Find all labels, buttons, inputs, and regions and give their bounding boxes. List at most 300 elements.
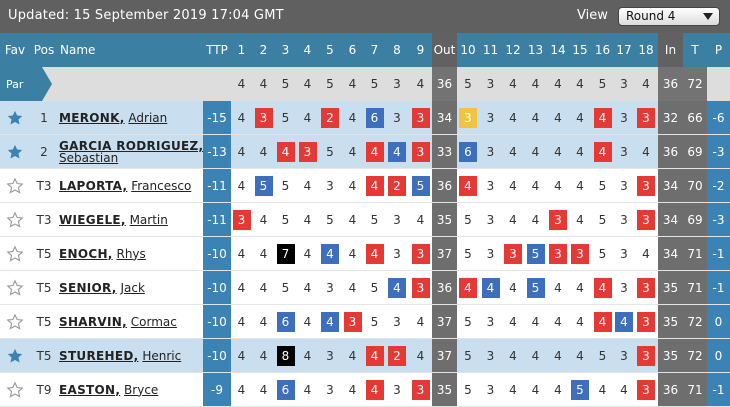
bogey-score: 4 <box>321 244 339 264</box>
par-score: 4 <box>509 348 517 363</box>
player-name[interactable] <box>59 316 177 328</box>
hole-score <box>569 135 591 168</box>
par-score: 4 <box>259 280 268 295</box>
par-value: 5 <box>598 77 607 91</box>
par-score: 4 <box>554 382 562 397</box>
player-last-name[interactable]: STUREHED, <box>59 348 139 363</box>
column-header-hole[interactable]: 10 <box>460 43 476 57</box>
par-score: 4 <box>509 144 517 159</box>
column-header-hole[interactable]: 17 <box>616 43 632 57</box>
player-out-total: 35 <box>432 203 457 236</box>
hole-score <box>634 271 658 304</box>
player-name[interactable] <box>59 140 203 164</box>
hole-score <box>409 169 432 202</box>
par-value: 4 <box>348 77 357 91</box>
player-name[interactable] <box>59 180 191 192</box>
player-name-link[interactable] <box>58 101 203 134</box>
column-header-hole[interactable]: 18 <box>638 43 654 57</box>
par-score: 4 <box>531 110 540 125</box>
hole-score <box>479 203 502 236</box>
hole-score <box>341 237 364 270</box>
player-last-name[interactable]: SENIOR, <box>59 280 117 295</box>
birdie-score: 3 <box>637 278 655 298</box>
hole-score <box>569 339 591 372</box>
hole-score <box>524 169 547 202</box>
birdie-score: 3 <box>571 244 589 264</box>
hole-score <box>297 135 318 168</box>
player-in-total: 36 <box>658 135 683 168</box>
hole-score <box>364 237 385 270</box>
birdie-score: 3 <box>637 176 655 196</box>
hole-score <box>364 169 385 202</box>
birdie-score: 3 <box>412 278 430 298</box>
par-score: 4 <box>509 212 517 227</box>
birdie-score: 3 <box>504 244 522 264</box>
par-score: 3 <box>486 110 495 125</box>
star-outline-icon[interactable] <box>6 245 24 263</box>
hole-score <box>253 305 274 338</box>
hole-score <box>524 237 547 270</box>
hole-score <box>502 373 524 406</box>
hole-score <box>614 169 634 202</box>
bogey-score: 5 <box>412 176 430 196</box>
player-to-par: -10 <box>203 305 231 338</box>
player-first-name[interactable]: Bryce <box>124 382 159 397</box>
par-score: 3 <box>620 246 628 261</box>
par-score: 4 <box>554 280 562 295</box>
par-score: 4 <box>348 110 357 125</box>
hole-score <box>569 237 591 270</box>
hole-score <box>547 339 569 372</box>
player-round-total: 71 <box>683 237 707 270</box>
par-score: 4 <box>576 110 584 125</box>
hole-score <box>524 373 547 406</box>
hole-score <box>634 339 658 372</box>
column-header-hole[interactable]: 15 <box>572 43 588 57</box>
column-header-in[interactable]: In <box>658 33 683 67</box>
hole-score <box>364 101 385 134</box>
player-name[interactable] <box>59 248 146 260</box>
hole-score <box>297 339 318 372</box>
hole-score <box>319 373 341 406</box>
player-name-link[interactable] <box>58 237 203 270</box>
favorite-toggle[interactable] <box>0 203 30 236</box>
hole-score <box>385 237 409 270</box>
par-score: 4 <box>509 178 517 193</box>
par-label: Par <box>0 67 42 101</box>
hole-score <box>319 305 341 338</box>
birdie-score: 4 <box>594 108 612 128</box>
player-last-name[interactable]: SHARVIN, <box>59 314 127 329</box>
par-score: 4 <box>416 348 425 363</box>
hole-score <box>614 203 634 236</box>
double-score: 7 <box>277 244 295 264</box>
player-in-total: 35 <box>658 339 683 372</box>
player-name[interactable] <box>59 384 158 396</box>
par-score: 3 <box>620 110 628 125</box>
par-score: 4 <box>259 144 268 159</box>
hole-score <box>297 305 318 338</box>
hole-score <box>319 271 341 304</box>
hole-score <box>231 339 252 372</box>
column-header-hole[interactable]: 3 <box>281 43 290 57</box>
hole-score <box>502 237 524 270</box>
hole-score <box>341 373 364 406</box>
favorite-toggle[interactable] <box>0 271 30 304</box>
hole-score <box>457 373 479 406</box>
hole-score <box>457 135 479 168</box>
birdie-score: 3 <box>255 108 273 128</box>
hole-score <box>319 135 341 168</box>
column-header-hole[interactable]: 9 <box>416 43 425 57</box>
par-score: 5 <box>598 212 607 227</box>
par-score: 4 <box>237 144 246 159</box>
birdie-score: 4 <box>459 278 477 298</box>
player-round-total: 69 <box>683 135 707 168</box>
player-row[interactable] <box>0 203 730 237</box>
hole-score <box>634 237 658 270</box>
eagle-score: 3 <box>459 108 477 128</box>
hole-score <box>524 135 547 168</box>
hole-score <box>385 203 409 236</box>
par-value: 4 <box>509 77 517 91</box>
player-position: 2 <box>40 144 48 159</box>
favorite-toggle[interactable] <box>0 373 30 406</box>
column-header-hole[interactable]: 12 <box>505 43 521 57</box>
player-out-total: 34 <box>432 101 457 134</box>
favorite-toggle[interactable] <box>0 305 30 338</box>
hole-score <box>409 203 432 236</box>
birdie-score: 3 <box>637 108 655 128</box>
par-score: 4 <box>303 110 312 125</box>
player-round-to-par: -1 <box>707 237 730 270</box>
hole-score <box>614 237 634 270</box>
hole-score <box>614 135 634 168</box>
player-round-total: 71 <box>683 373 707 406</box>
column-header-hole[interactable]: 11 <box>482 43 499 57</box>
hole-score <box>547 237 569 270</box>
birdie-score: 3 <box>412 142 430 162</box>
hole-score <box>591 305 614 338</box>
birdie-score: 4 <box>277 142 295 162</box>
par-score: 4 <box>259 382 268 397</box>
hole-score <box>231 169 252 202</box>
par-value: 4 <box>416 77 425 91</box>
player-first-name[interactable]: Martin <box>129 212 168 227</box>
hole-score <box>614 305 634 338</box>
star-outline-icon[interactable] <box>6 211 24 229</box>
par-score: 3 <box>486 382 495 397</box>
updated-timestamp: Updated: 15 September 2019 17:04 GMT <box>8 8 284 23</box>
star-filled-icon[interactable] <box>6 143 24 161</box>
par-score: 5 <box>598 348 607 363</box>
player-in-total: 35 <box>658 271 683 304</box>
column-header-hole[interactable]: 14 <box>550 43 566 57</box>
column-header-pos[interactable]: Pos <box>33 43 55 57</box>
player-position: T3 <box>36 178 52 193</box>
hole-score <box>479 339 502 372</box>
par-score: 4 <box>259 212 268 227</box>
player-row[interactable] <box>0 339 730 373</box>
hole-score <box>457 237 479 270</box>
player-round-to-par: 0 <box>707 305 730 338</box>
hole-score <box>591 339 614 372</box>
column-header-hole[interactable]: 13 <box>527 43 544 57</box>
column-header-hole[interactable]: 5 <box>326 43 334 57</box>
bogey-score: 4 <box>615 312 633 332</box>
player-row[interactable] <box>0 271 730 305</box>
column-header-hole[interactable]: 7 <box>370 43 379 57</box>
star-outline-icon[interactable] <box>6 381 24 399</box>
par-score: 4 <box>554 110 562 125</box>
par-score: 4 <box>531 314 540 329</box>
column-header-hole[interactable]: 2 <box>259 43 268 57</box>
par-score: 4 <box>348 178 357 193</box>
player-name-link[interactable] <box>58 135 203 168</box>
hole-score <box>275 203 296 236</box>
hole-score <box>275 373 296 406</box>
player-name-link[interactable] <box>58 373 203 406</box>
par-score: 5 <box>464 212 472 227</box>
player-last-name[interactable]: MERONK, <box>59 110 125 125</box>
column-header-name[interactable]: Name <box>60 43 96 57</box>
column-header-ttp[interactable]: TTP <box>203 33 231 67</box>
hole-score <box>364 271 385 304</box>
favorite-toggle[interactable] <box>0 237 30 270</box>
hole-score <box>341 169 364 202</box>
hole-score <box>275 135 296 168</box>
column-header-out[interactable]: Out <box>432 33 457 67</box>
player-round-to-par: -1 <box>707 271 730 304</box>
column-header-hole[interactable]: 16 <box>594 43 611 57</box>
player-position: T5 <box>36 280 52 295</box>
hole-score <box>364 373 385 406</box>
hole-score <box>341 101 364 134</box>
hole-score <box>364 305 385 338</box>
player-to-par: -15 <box>203 101 231 134</box>
hole-score <box>385 169 409 202</box>
hole-score <box>253 339 274 372</box>
column-header-hole[interactable]: 6 <box>348 43 357 57</box>
column-header-hole[interactable]: 4 <box>303 43 312 57</box>
hole-score <box>457 271 479 304</box>
favorite-toggle[interactable] <box>0 135 30 168</box>
player-name-link[interactable] <box>58 169 203 202</box>
player-row[interactable] <box>0 237 730 271</box>
player-last-name[interactable]: EASTON, <box>59 382 121 397</box>
player-first-name[interactable]: Cormac <box>130 314 177 329</box>
player-name-link[interactable] <box>58 203 203 236</box>
par-ttp-cell <box>203 67 231 101</box>
favorite-toggle[interactable] <box>0 169 30 202</box>
player-round-to-par: -3 <box>707 135 730 168</box>
hole-score <box>341 271 364 304</box>
par-score: 5 <box>326 144 334 159</box>
player-name[interactable] <box>59 282 145 294</box>
star-outline-icon[interactable] <box>6 313 24 331</box>
player-row[interactable] <box>0 305 730 339</box>
player-first-name[interactable]: Jack <box>120 280 145 295</box>
player-out-total: 37 <box>432 305 457 338</box>
player-to-par: -10 <box>203 339 231 372</box>
star-outline-icon[interactable] <box>6 279 24 297</box>
bogey-score: 4 <box>482 278 500 298</box>
hole-score <box>275 101 296 134</box>
par-score: 5 <box>370 212 379 227</box>
star-filled-icon[interactable] <box>6 109 24 127</box>
birdie-score: 3 <box>549 210 567 230</box>
par-score: 4 <box>531 212 540 227</box>
favorite-toggle[interactable] <box>0 101 30 134</box>
hole-score <box>614 101 634 134</box>
star-filled-icon[interactable] <box>6 347 24 365</box>
hole-score <box>591 373 614 406</box>
hole-score <box>409 305 432 338</box>
par-score: 4 <box>348 382 357 397</box>
player-last-name[interactable]: GARCIA RODRIGUEZ, <box>59 138 204 153</box>
column-header-total[interactable]: T <box>691 43 699 57</box>
hole-score <box>231 101 252 134</box>
hole-score <box>634 373 658 406</box>
par-score: 4 <box>237 246 246 261</box>
player-position: T9 <box>36 382 52 397</box>
player-row[interactable] <box>0 101 730 135</box>
player-first-name[interactable]: Francesco <box>131 178 192 193</box>
par-score: 4 <box>554 314 562 329</box>
hole-score <box>479 135 502 168</box>
hole-score <box>547 203 569 236</box>
player-in-total: 34 <box>658 169 683 202</box>
bogey-score: 5 <box>255 176 273 196</box>
hole-score <box>385 339 409 372</box>
bogey-score: 5 <box>527 278 545 298</box>
hole-score <box>569 169 591 202</box>
par-score: 4 <box>348 348 357 363</box>
birdie-score: 3 <box>412 108 430 128</box>
player-position: T5 <box>36 246 52 261</box>
hole-score <box>275 169 296 202</box>
player-name-link[interactable] <box>58 271 203 304</box>
player-name[interactable] <box>59 112 167 124</box>
par-score: 4 <box>554 144 562 159</box>
hole-score <box>341 135 364 168</box>
par-score: 4 <box>348 212 357 227</box>
hole-score <box>634 135 658 168</box>
birdie-score: 3 <box>299 142 317 162</box>
player-name[interactable] <box>59 350 181 362</box>
hole-score <box>502 305 524 338</box>
player-first-name[interactable]: Henric <box>142 348 182 363</box>
column-header-hole[interactable]: 8 <box>393 43 401 57</box>
hole-score <box>253 271 274 304</box>
player-last-name[interactable]: WIEGELE, <box>59 212 126 227</box>
par-score: 3 <box>326 280 334 295</box>
hole-score <box>385 135 409 168</box>
hole-score <box>479 305 502 338</box>
birdie-score: 4 <box>366 346 384 366</box>
par-score: 3 <box>486 348 495 363</box>
par-score: 3 <box>393 110 401 125</box>
par-score: 4 <box>620 382 628 397</box>
par-score: 4 <box>509 314 517 329</box>
player-name-link[interactable] <box>58 339 203 372</box>
par-score: 5 <box>281 212 290 227</box>
bogey-score: 6 <box>277 380 295 400</box>
par-score: 4 <box>531 348 540 363</box>
par-score: 4 <box>237 382 246 397</box>
bogey-score: 4 <box>321 312 339 332</box>
hole-score <box>275 339 296 372</box>
par-value: 5 <box>464 77 472 91</box>
birdie-score: 3 <box>233 210 251 230</box>
hole-score <box>253 237 274 270</box>
hole-score <box>275 271 296 304</box>
hole-score <box>634 203 658 236</box>
column-header-p[interactable]: P <box>714 43 723 57</box>
par-value: 3 <box>393 77 401 91</box>
par-score: 5 <box>281 280 290 295</box>
par-score: 4 <box>237 110 246 125</box>
favorite-toggle[interactable] <box>0 339 30 372</box>
par-score: 3 <box>486 212 495 227</box>
hole-score <box>297 101 318 134</box>
par-score: 4 <box>531 178 540 193</box>
hole-score <box>409 373 432 406</box>
player-last-name[interactable]: LAPORTA, <box>59 178 128 193</box>
column-header-row <box>0 33 730 67</box>
star-outline-icon[interactable] <box>6 177 24 195</box>
player-last-name[interactable]: ENOCH, <box>59 246 113 261</box>
column-header-fav[interactable]: Fav <box>4 43 26 57</box>
hole-score <box>502 169 524 202</box>
par-score: 4 <box>642 144 650 159</box>
column-header-hole[interactable]: 1 <box>237 43 246 57</box>
hole-score <box>231 237 252 270</box>
player-round-to-par: -2 <box>707 169 730 202</box>
player-row[interactable] <box>0 169 730 203</box>
birdie-score: 4 <box>594 142 612 162</box>
player-row[interactable] <box>0 135 730 169</box>
hole-score <box>524 101 547 134</box>
par-score: 4 <box>531 382 540 397</box>
player-first-name[interactable]: Sebastian <box>59 150 119 165</box>
par-score: 3 <box>620 178 628 193</box>
hole-score <box>364 203 385 236</box>
par-score: 5 <box>370 314 379 329</box>
hole-score <box>275 237 296 270</box>
hole-score <box>479 237 502 270</box>
hole-score <box>409 339 432 372</box>
par-value: 5 <box>281 77 290 91</box>
player-first-name[interactable]: Adrian <box>128 110 168 125</box>
par-score: 3 <box>393 382 401 397</box>
player-to-par: -10 <box>203 237 231 270</box>
par-score: 3 <box>393 246 401 261</box>
player-round-to-par: -3 <box>707 203 730 236</box>
hole-score <box>364 135 385 168</box>
player-name[interactable] <box>59 214 168 226</box>
birdie-score: 4 <box>366 380 384 400</box>
hole-score <box>409 237 432 270</box>
par-value: 4 <box>576 77 584 91</box>
hole-score <box>547 101 569 134</box>
player-name-link[interactable] <box>58 305 203 338</box>
player-row[interactable] <box>0 373 730 407</box>
bogey-score: 5 <box>527 244 545 264</box>
view-label: View <box>577 8 608 23</box>
player-round-total: 71 <box>683 271 707 304</box>
player-first-name[interactable]: Rhys <box>116 246 146 261</box>
